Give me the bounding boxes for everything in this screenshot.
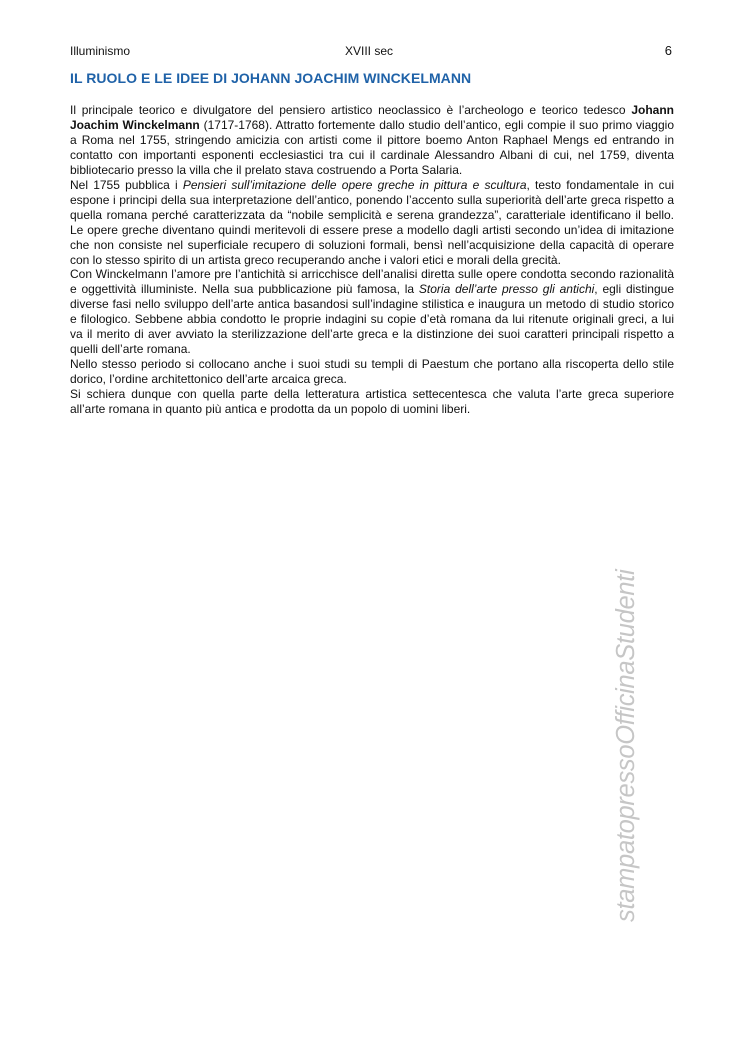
- paragraph-3: [70, 267, 674, 357]
- body-text: [70, 103, 674, 417]
- paragraph-2: [70, 178, 674, 268]
- paragraph-2-text-b: , testo fondamentale in cui espone i principi della sua interpretazione dell’antico, ponendo l’accento sulla superiorità dell’arte greca rispetto a quella romana perché caratterizzata da “nobile semplicità e serena grandezza”, caratteriale identificano il bello. Le opere greche diventano quindi meritevoli di essere prese a modello dagli artisti secondo un’idea di imitazione che non consiste nel superficiale recupero di soluzioni formali, bensì nell’acquisizione della capacità di operare con lo stesso spirito di un artista greco recuperando anche i valori etici e morali della grecità.: [70, 177, 674, 267]
- paragraph-1-text-a: Il principale teorico e divulgatore del pensiero artistico neoclassico è l’archeologo e teorico tedesco: [70, 103, 632, 117]
- book-title-storia: Storia dell’arte presso gli antichi: [418, 282, 595, 297]
- paragraph-1-text-b: (1717-1768). Attratto fortemente dallo studio dell’antico, egli compie il suo primo viaggio a Roma nel 1755, stringendo amicizia con artisti come il pittore boemo Anton Raphael Mengs ed entrando in contatto con importanti esponenti ecclesiastici tra cui il cardinale Alessandro Albani di cui, nel 1759, diventa bibliotecario presso la villa che il prelato stava costruendo a Porta Salaria.: [70, 117, 674, 177]
- page-number: 6: [664, 43, 672, 58]
- header-century-label: XVIII sec: [345, 44, 394, 58]
- section-title: IL RUOLO E LE IDEE DI JOHANN JOACHIM WINCKELMANN: [70, 70, 472, 86]
- paragraph-1: [70, 103, 674, 178]
- paragraph-5: Si schiera dunque con quella parte della letteratura artistica settecentesca che valuta l’arte greca superiore all’arte romana in quanto più antica e prodotta da un popolo di uomini liberi.: [70, 387, 674, 417]
- paragraph-3-text-a: Con Winckelmann l’amore pre l’antichità si arricchisce dell’analisi diretta sulle opere condotta secondo razionalità e oggettività illuministe. Nella sua pubblicazione più famosa, la: [70, 267, 674, 297]
- watermark-text: stampatopressoOfficinaStudenti: [612, 569, 640, 922]
- paragraph-2-text-a: Nel 1755 pubblica i: [70, 177, 183, 192]
- header-section-label: Illuminismo: [70, 44, 131, 58]
- page-header: [70, 43, 674, 59]
- paragraph-4: Nello stesso periodo si collocano anche i suoi studi su templi di Paestum che portano alla riscoperta dello stile dorico, l’ordine architettonico dell’arte arcaica greca.: [70, 357, 674, 387]
- author-name: Johann Joachim Winckelmann: [70, 103, 674, 132]
- paragraph-3-text-b: , egli distingue diverse fasi nello sviluppo dell’arte antica basandosi sull’indagine stilistica e inaugura un metodo di studio storico e filologico. Sebbene abbia condotto le proprie indagini su copie d’età romana da lui ritenute originali greci, a lui va il merito di aver avviato la sterilizzazione dell’arte greca e la distinzione dei suoi caratteri principali rispetto a quelli dell’arte romana.: [70, 282, 674, 357]
- book-title-pensieri: Pensieri sull’imitazione delle opere greche in pittura e scultura: [182, 177, 527, 192]
